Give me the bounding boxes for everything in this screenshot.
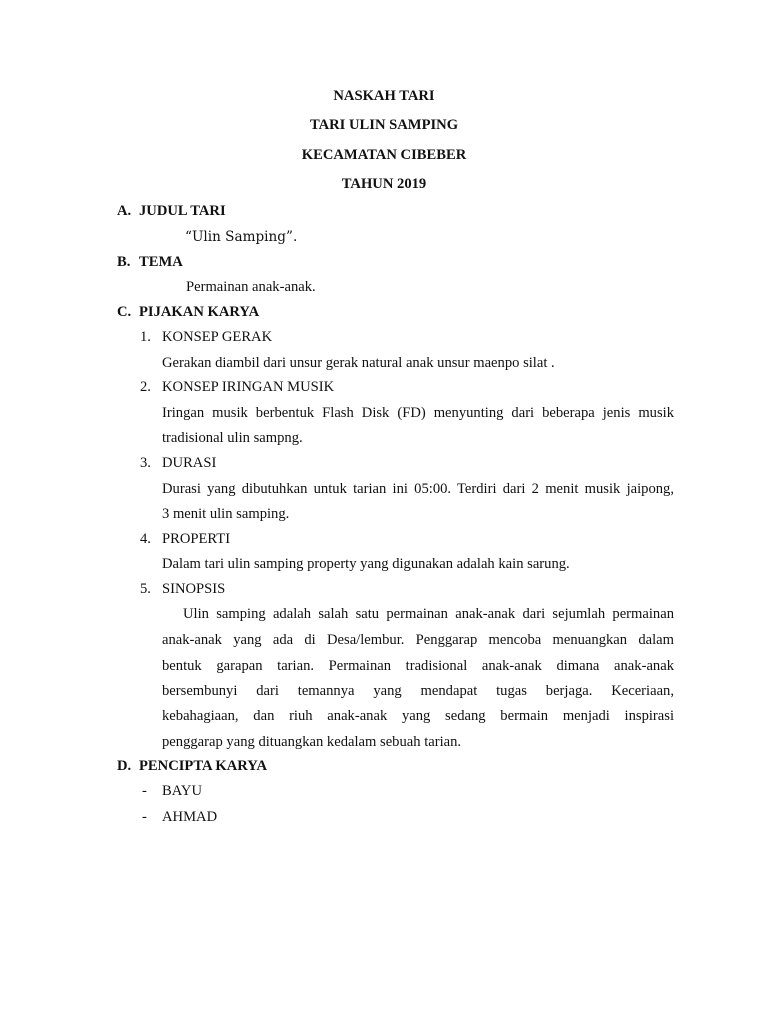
section-c-title: PIJAKAN KARYA [139, 304, 260, 320]
item-1-title: KONSEP GERAK [162, 329, 273, 345]
doc-subtitle: TARI ULIN SAMPING [309, 117, 459, 133]
doc-year: TAHUN 2019 [341, 176, 427, 192]
item-1-line: Gerakan diambil dari unsur gerak natural anak unsur maenpo silat . [162, 355, 555, 371]
section-a-body: “Ulin Samping”. [185, 229, 298, 245]
item-5-title: SINOPSIS [162, 581, 226, 597]
item-4-line: Dalam tari ulin samping property yang digunakan adalah kain sarung. [162, 556, 570, 572]
creator-bullet: - [142, 783, 147, 799]
creator-bullet: - [142, 809, 147, 825]
item-3-title: DURASI [162, 455, 217, 471]
doc-location: KECAMATAN CIBEBER [301, 147, 467, 163]
item-2-title: KONSEP IRINGAN MUSIK [162, 379, 335, 395]
section-d-title: PENCIPTA KARYA [139, 758, 268, 774]
item-4-number: 4. [140, 531, 151, 547]
item-5-line: bersembunyi dari temannya yang mendapat tugas berjaga. Keceriaan, [162, 683, 674, 699]
doc-title: NASKAH TARI [333, 88, 435, 104]
section-b-marker: B. [117, 254, 131, 270]
item-5-line: bentuk garapan tarian. Permainan tradisional anak-anak dimana anak-anak [162, 658, 674, 674]
item-3-number: 3. [140, 455, 151, 471]
item-1-number: 1. [140, 329, 151, 345]
section-a-title: JUDUL TARI [139, 203, 226, 219]
item-2-line: tradisional ulin sampng. [162, 430, 303, 446]
section-c-marker: C. [117, 304, 132, 320]
item-5-number: 5. [140, 581, 151, 597]
item-3-line: Durasi yang dibutuhkan untuk tarian ini 05:00. Terdiri dari 2 menit musik jaipong, [162, 481, 674, 497]
item-5-line: Ulin samping adalah salah satu permainan anak-anak dari sejumlah permainan [183, 606, 674, 622]
section-b-title: TEMA [139, 254, 183, 270]
item-4-title: PROPERTI [162, 531, 231, 547]
item-5-line: penggarap yang dituangkan kedalam sebuah tarian. [162, 734, 462, 750]
item-2-line: Iringan musik berbentuk Flash Disk (FD) menyunting dari beberapa jenis musik [162, 405, 674, 421]
creator-name: BAYU [162, 783, 203, 799]
item-3-line: 3 menit ulin samping. [162, 506, 290, 522]
item-2-number: 2. [140, 379, 151, 395]
item-5-line: kebahagiaan, dan riuh anak-anak yang sedang bermain menjadi inspirasi [162, 708, 674, 724]
section-a-marker: A. [117, 203, 132, 219]
creator-name: AHMAD [162, 809, 218, 825]
section-d-marker: D. [117, 758, 132, 774]
item-5-line: anak-anak yang ada di Desa/lembur. Penggarap mencoba menuangkan dalam [162, 632, 674, 648]
section-b-body: Permainan anak-anak. [186, 279, 316, 295]
